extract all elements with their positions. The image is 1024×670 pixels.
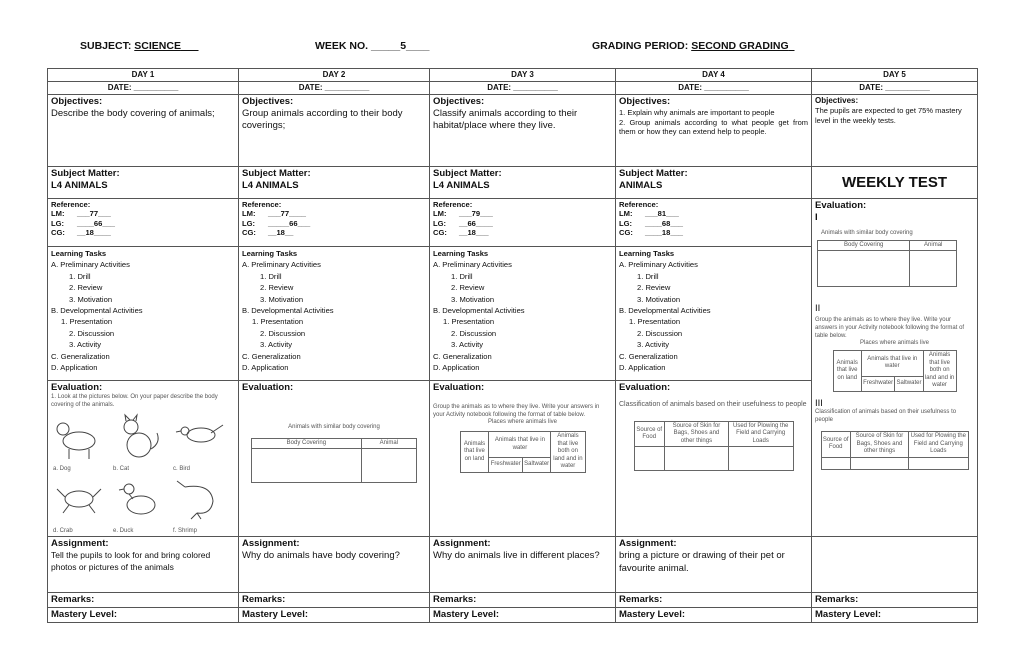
assignment-text: bring a picture or drawing of their pet or favourite animal. [619,550,785,574]
table-header: Saltwater [522,457,550,472]
reference-day-4 [616,199,812,247]
lm-label: LM: [51,209,65,219]
task-motivation: 3. Motivation [451,294,495,304]
remarks-label: Remarks: [242,594,286,606]
animal-caption: e. Duck [113,527,134,534]
task-presentation: 1. Presentation [443,317,495,327]
subject-matter-day-2 [239,167,430,199]
cg-label: CG: [619,228,633,238]
objectives-label: Objectives: [51,96,103,107]
task-drill: 1. Drill [451,271,473,281]
learning-tasks-label: Learning Tasks [242,249,298,258]
animal-caption: c. Bird [173,465,191,472]
table-header: Freshwater [489,457,522,472]
crab-icon [51,475,107,525]
task-preliminary: A. Preliminary Activities [242,260,321,270]
lm-value: ___79___ [459,209,493,219]
subject-matter-row [48,167,978,199]
table-cell [252,449,362,483]
animal-caption: f. Shrimp [173,527,198,534]
usefulness-table [821,431,969,470]
subject-matter-day-5 [812,167,978,199]
task-review: 2. Review [637,283,671,293]
evaluation-label: Evaluation: [242,382,294,393]
assignment-label: Assignment: [51,538,109,550]
cg-value: __18____ [77,228,111,238]
tasks-day-3 [430,247,616,381]
objective-text: Describe the body covering of animals; [51,107,215,119]
subject-matter-day-1 [48,167,239,199]
cg-label: CG: [433,228,447,238]
mastery-row [48,608,978,623]
lm-label: LM: [433,209,447,219]
task-developmental: B. Developmental Activities [619,305,711,315]
task-presentation: 1. Presentation [61,317,113,327]
lm-value: ___81___ [645,209,679,219]
bird-icon [171,413,227,463]
evaluation-subtitle: Places where animals live [487,419,558,426]
table-header: Used for Plowing the Field and Carrying Loads [909,432,968,458]
remarks-cell [616,593,812,608]
test-part-two: II [815,303,821,315]
duck-icon [111,475,167,525]
test-part-three: III [815,397,823,409]
lg-value: ____66___ [77,218,116,228]
objectives-day-3 [430,95,616,167]
subject-matter-value: L4 ANIMALS [242,179,299,191]
task-review: 2. Review [260,283,294,293]
task-review: 2. Review [69,283,103,293]
shrimp-icon [171,475,227,525]
task-presentation: 1. Presentation [629,317,681,327]
date-row [48,82,978,95]
objective-text: Classify animals according to their habitat/place where they live. [433,107,578,132]
assignment-day-4 [616,537,812,593]
dog-picture [51,413,109,473]
date-cell: DATE: __________ [616,82,812,95]
learning-tasks-label: Learning Tasks [433,249,489,258]
table-header: Animals that live both on land and in water [551,432,585,473]
table-cell [664,447,728,471]
task-motivation: 3. Motivation [637,294,681,304]
table-cell [910,251,957,287]
task-motivation: 3. Motivation [69,294,113,304]
lm-label: LM: [242,209,256,219]
cat-picture [111,413,169,473]
shrimp-picture [171,475,229,535]
lg-value: _____66___ [268,218,311,228]
date-cell: DATE: __________ [48,82,239,95]
grading-label: GRADING PERIOD: [592,40,689,52]
task-application: D. Application [51,362,98,372]
learning-tasks-label: Learning Tasks [619,249,675,258]
day-1-header: DAY 1 [48,69,239,82]
reference-day-3 [430,199,616,247]
reference-label: Reference: [242,200,282,209]
subject-matter-label: Subject Matter: [619,168,688,179]
assignment-day-5 [812,537,978,593]
task-application: D. Application [619,362,666,372]
mastery-label: Mastery Level: [619,609,686,621]
assignment-text: Why do animals have body covering? [242,550,400,562]
task-review: 2. Review [451,283,485,293]
assignment-day-3 [430,537,616,593]
mastery-cell [616,608,812,623]
evaluation-day-5 [812,199,978,537]
objectives-label: Objectives: [242,96,294,107]
reference-row [48,199,978,247]
mastery-cell [239,608,430,623]
table-header: Animals that live both on land and in water [923,351,956,392]
task-developmental: B. Developmental Activities [433,305,525,315]
remarks-label: Remarks: [433,594,477,606]
task-activity: 3. Activity [69,340,102,350]
evaluation-label: Evaluation: [619,382,671,393]
table-cell [728,447,793,471]
test-table-title: Classification of animals based on their usefulness to people [815,409,957,424]
table-cell [909,457,968,469]
table-header: Source of Skin for Bags, Shoes and other things [664,421,728,447]
tasks-day-1 [48,247,239,381]
subject-matter-day-4 [616,167,812,199]
objectives-row [48,95,978,167]
page-header [0,40,1024,58]
task-discussion: 2. Discussion [260,328,306,338]
lg-label: LG: [242,218,256,228]
table-header: Source of Food [634,421,664,447]
evaluation-label: Evaluation: [433,382,485,393]
task-preliminary: A. Preliminary Activities [433,260,512,270]
remarks-label: Remarks: [619,594,663,606]
assignment-label: Assignment: [433,538,491,550]
table-header: Animals that live in water [489,432,551,458]
usefulness-table [634,421,794,472]
task-discussion: 2. Discussion [451,328,497,338]
task-discussion: 2. Discussion [69,328,115,338]
day-4-header: DAY 4 [616,69,812,82]
grading-value: SECOND GRADING [691,40,789,52]
animal-caption: d. Crab [53,527,73,534]
cg-label: CG: [51,228,65,238]
subject-matter-label: Subject Matter: [51,168,120,179]
assignment-text: Why do animals live in different places? [433,550,600,562]
animal-pictures [51,413,235,535]
task-generalization: C. Generalization [433,351,492,361]
objective-text: 2. Group animals according to what people get from them or how they can extend help to people. [619,117,808,137]
task-developmental: B. Developmental Activities [242,305,334,315]
objective-text: The pupils are expected to get 75% mastery level in the weekly tests. [815,106,962,125]
mastery-label: Mastery Level: [815,609,882,621]
mastery-label: Mastery Level: [433,609,500,621]
objectives-day-2 [239,95,430,167]
lg-value: __66____ [459,218,493,228]
subject-matter-day-3 [430,167,616,199]
objectives-day-1 [48,95,239,167]
lg-label: LG: [619,218,633,228]
subject-matter-label: Subject Matter: [242,168,311,179]
evaluation-day-1 [48,381,239,537]
table-header: Animals that live in water [861,351,923,377]
task-activity: 3. Activity [260,340,293,350]
objectives-day-5 [812,95,978,167]
table-header: Used for Plowing the Field and Carrying Loads [728,421,793,447]
table-cell [850,457,908,469]
assignment-label: Assignment: [619,538,677,550]
evaluation-instruction: 1. Look at the pictures below. On your paper describe the body covering of the animals. [51,393,218,408]
subject-matter-value: ANIMALS [619,179,663,191]
test-part-one: I [815,211,818,223]
task-discussion: 2. Discussion [637,328,683,338]
evaluation-day-3 [430,381,616,537]
reference-label: Reference: [433,200,473,209]
task-generalization: C. Generalization [619,351,678,361]
animal-caption: b. Cat [113,465,130,472]
evaluation-table-title: Classification of animals based on their usefulness to people [619,400,807,408]
objectives-label: Objectives: [619,96,671,107]
lm-label: LM: [619,209,633,219]
crab-picture [51,475,109,535]
lg-label: LG: [51,218,65,228]
remarks-cell [812,593,978,608]
task-generalization: C. Generalization [51,351,110,361]
test-subtitle: Places where animals live [859,340,930,347]
evaluation-label: Evaluation: [51,382,103,393]
weekly-test-title: WEEKLY TEST [841,174,948,191]
table-cell [361,449,416,483]
objectives-day-4 [616,95,812,167]
remarks-cell [239,593,430,608]
lesson-plan-table [47,68,978,623]
day-2-header: DAY 2 [239,69,430,82]
reference-label: Reference: [51,200,91,209]
lm-value: ___77___ [77,209,111,219]
table-header: Animals that live on land [833,351,861,392]
subject-matter-value: L4 ANIMALS [51,179,108,191]
subject-value: SCIENCE [134,40,181,52]
assignment-day-2 [239,537,430,593]
grading-field: GRADING PERIOD: SECOND GRADING_ [592,40,795,52]
week-field [315,40,429,52]
evaluation-day-4 [616,381,812,537]
day-header-row [48,69,978,82]
table-header: Animals that live on land [460,432,489,473]
task-drill: 1. Drill [637,271,659,281]
habitat-table [460,431,586,473]
tasks-day-4 [616,247,812,381]
table-header: Saltwater [895,376,923,391]
task-generalization: C. Generalization [242,351,301,361]
day-3-header: DAY 3 [430,69,616,82]
mastery-label: Mastery Level: [51,609,118,621]
objectives-label: Objectives: [433,96,485,107]
lm-value: ___77____ [268,209,307,219]
lg-label: LG: [433,218,447,228]
table-header: Animal [910,240,957,251]
task-application: D. Application [242,362,289,372]
assignment-label: Assignment: [242,538,300,550]
assignment-text: Tell the pupils to look for and bring colored photos or pictures of the animals [51,550,211,572]
reference-day-1 [48,199,239,247]
lg-value: ____68___ [645,218,684,228]
mastery-label: Mastery Level: [242,609,309,621]
cg-value: __18___ [459,228,489,238]
body-covering-table [251,438,417,484]
remarks-row [48,593,978,608]
date-cell: DATE: __________ [239,82,430,95]
dog-icon [51,413,107,463]
subject-label: SUBJECT: [80,40,132,52]
duck-picture [111,475,169,535]
table-cell [818,251,910,287]
subject-field: SUBJECT: SCIENCE___ [80,40,199,52]
task-activity: 3. Activity [451,340,484,350]
cat-icon [111,413,167,463]
mastery-cell [812,608,978,623]
cg-value: ____18___ [645,228,684,238]
subject-matter-value: L4 ANIMALS [433,179,490,191]
week-label: WEEK NO. [315,40,369,52]
objective-text: 1. Explain why animals are important to people [619,107,775,117]
evaluation-table-title: Animals with similar body covering [288,423,380,430]
remarks-label: Remarks: [51,594,95,606]
table-header: Freshwater [861,376,894,391]
task-application: D. Application [433,362,480,372]
date-cell: DATE: __________ [812,82,978,95]
week-value: _____5____ [371,40,430,52]
task-activity: 3. Activity [637,340,670,350]
objective-text: Group animals according to their body coverings; [242,107,403,132]
subject-matter-label: Subject Matter: [433,168,502,179]
task-drill: 1. Drill [260,271,282,281]
task-motivation: 3. Motivation [260,294,304,304]
table-header: Body Covering [252,438,362,449]
mastery-cell [48,608,239,623]
task-presentation: 1. Presentation [252,317,304,327]
task-preliminary: A. Preliminary Activities [51,260,130,270]
evaluation-label: Evaluation: [815,200,867,211]
table-header: Body Covering [818,240,910,251]
table-header: Source of Food [821,432,850,458]
reference-day-2 [239,199,430,247]
task-drill: 1. Drill [69,271,91,281]
table-header: Animal [361,438,416,449]
test-table-title: Animals with similar body covering [821,229,913,236]
cg-value: __18__ [268,228,294,238]
date-cell: DATE: __________ [430,82,616,95]
assignment-row [48,537,978,593]
body-covering-table [817,240,957,288]
reference-label: Reference: [619,200,659,209]
task-developmental: B. Developmental Activities [51,305,143,315]
animal-caption: a. Dog [53,465,71,472]
mastery-cell [430,608,616,623]
bird-picture [171,413,229,473]
table-header: Source of Skin for Bags, Shoes and other things [850,432,908,458]
task-preliminary: A. Preliminary Activities [619,260,698,270]
habitat-table [833,350,957,392]
table-cell [634,447,664,471]
assignment-day-1 [48,537,239,593]
evaluation-instruction: Group the animals as to where they live. Write your answers in your Activity notebook following the format of table below. [433,403,600,418]
test-instruction: Group the animals as to where they live. Write your answers in your Activity notebook following the format of table below. [815,316,965,339]
remarks-cell [48,593,239,608]
remarks-label: Remarks: [815,594,859,606]
tasks-day-2 [239,247,430,381]
day-5-header: DAY 5 [812,69,978,82]
evaluation-day-2 [239,381,430,537]
learning-tasks-label: Learning Tasks [51,249,107,258]
table-cell [821,457,850,469]
cg-label: CG: [242,228,256,238]
objectives-label: Objectives: [815,96,859,105]
remarks-cell [430,593,616,608]
